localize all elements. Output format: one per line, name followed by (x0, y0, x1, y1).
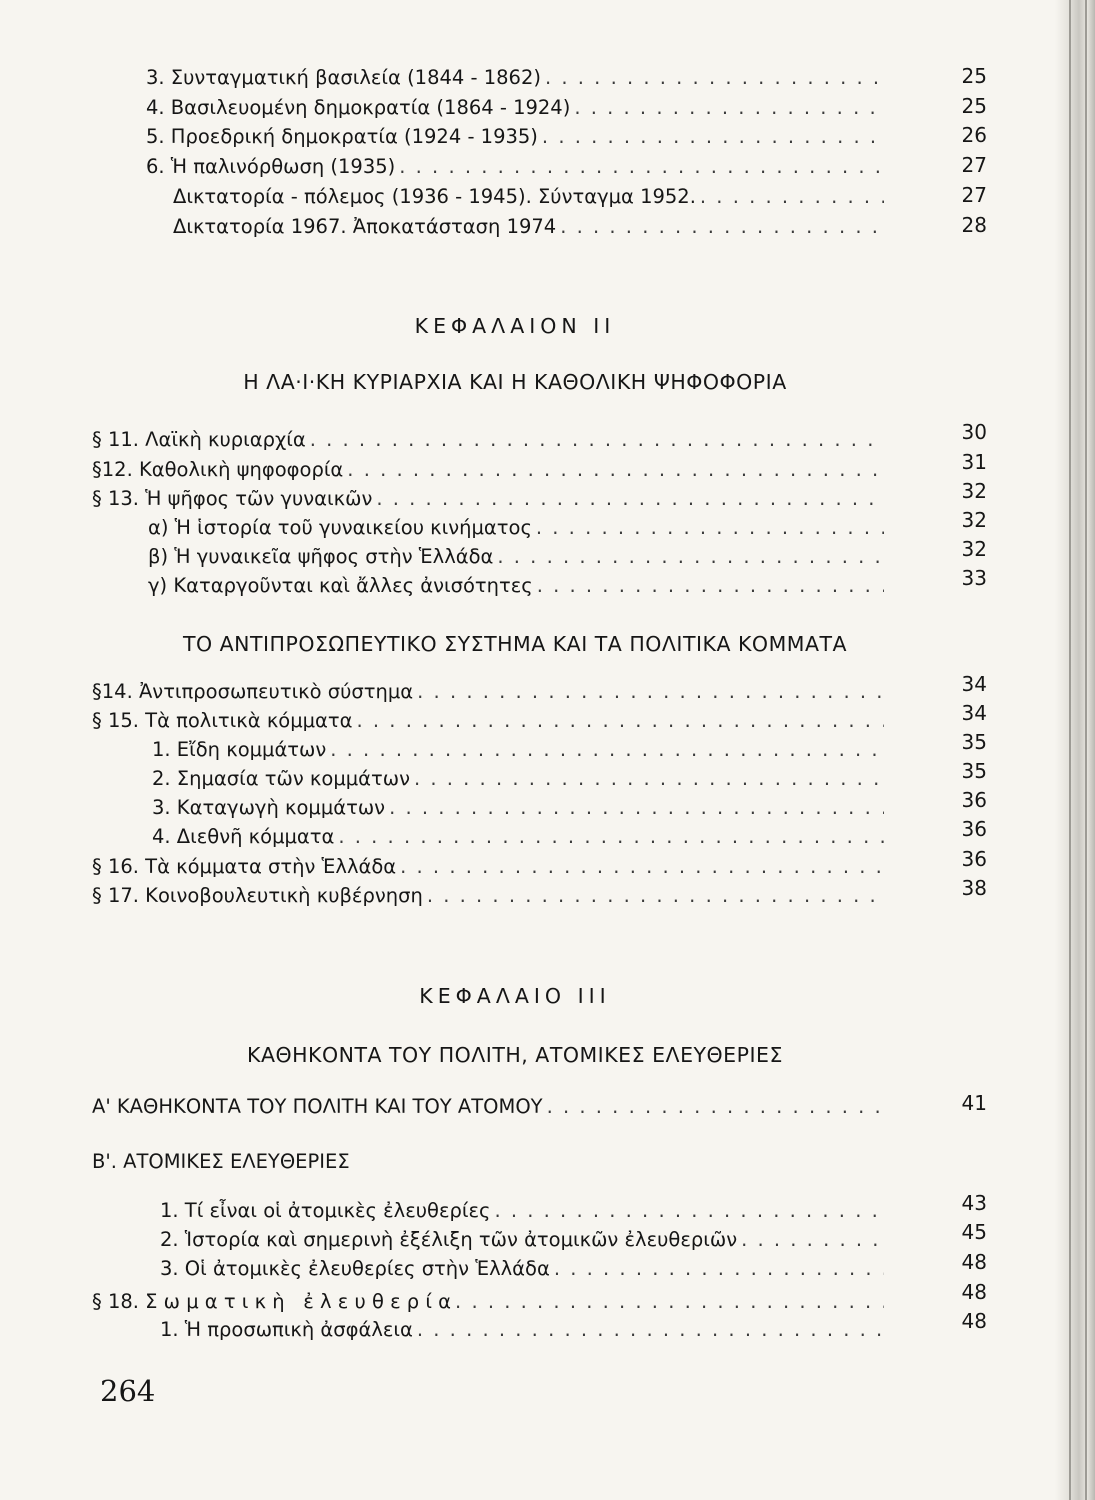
toc-entry (160, 1318, 888, 1346)
toc-entry (92, 458, 888, 486)
leader-dots (700, 185, 884, 208)
toc-page-number: 27 (961, 183, 987, 207)
toc-entry-label: 3. Οἱ ἀτομικὲς ἐλευθερίες στὴν Ἑλλάδα (160, 1257, 550, 1280)
toc-entry-label: 4. Βασιλευομένη δημοκρατία (1864 - 1924) (146, 96, 571, 119)
chapter-heading: ΚΕΦΑΛΑΙΟ ΙΙΙ (419, 984, 611, 1008)
toc-entry-label: § 18. Σ ω μ α τ ι κ ὴ ἐ λ ε υ θ ε ρ ί α (92, 1290, 452, 1313)
toc-entry-label: Δικτατορία - πόλεμος (1936 - 1945). Σύνταγμα 1952. (173, 185, 696, 208)
toc-page-number: 32 (961, 537, 987, 561)
toc-entry (92, 428, 888, 456)
toc-entry-label: § 16. Τὰ κόμματα στὴν Ἑλλάδα (92, 855, 397, 878)
leader-dots (330, 738, 884, 761)
toc-entry-label: Δικτατορία 1967. Ἀποκατάσταση 1974 (173, 215, 557, 238)
leader-dots (399, 155, 884, 178)
leader-dots (376, 487, 884, 510)
leader-dots (414, 767, 884, 790)
leader-dots (427, 884, 884, 907)
toc-page-number: 26 (961, 123, 987, 147)
chapter-title: Η ΛΑ·Ι·ΚΗ ΚΥΡΙΑΡΧΙΑ ΚΑΙ Η ΚΑΘΟΛΙΚΗ ΨΗΦΟΦΟΡΙΑ (243, 370, 787, 394)
toc-page-number: 48 (961, 1280, 987, 1304)
leader-dots (542, 125, 884, 148)
toc-page-number: 28 (961, 213, 987, 237)
leader-dots (389, 796, 884, 819)
toc-entry-label: β) Ἡ γυναικεῖα ψῆφος στὴν Ἑλλάδα (148, 545, 494, 568)
toc-entry-label: Β'. ΑΤΟΜΙΚΕΣ ΕΛΕΥΘΕΡΙΕΣ (92, 1150, 350, 1173)
chapter-heading: ΚΕΦΑΛΑΙΟΝ ΙΙ (414, 314, 616, 338)
toc-page-number: 31 (961, 450, 987, 474)
toc-entry (152, 825, 888, 853)
leader-dots (357, 709, 885, 732)
page-number: 264 (100, 1374, 156, 1408)
toc-entry (148, 516, 888, 544)
toc-page-number: 25 (961, 64, 987, 88)
toc-entry-label: § 13. Ἡ ψῆφος τῶν γυναικῶν (92, 487, 373, 510)
leader-dots (338, 825, 884, 848)
toc-entry-label: 4. Διεθνῆ κόμματα (152, 825, 335, 848)
leader-dots (547, 1095, 884, 1118)
leader-dots (574, 96, 884, 119)
toc-entry (152, 738, 888, 766)
leader-dots (545, 66, 884, 89)
toc-entry (92, 487, 888, 515)
toc-entry (152, 767, 888, 795)
toc-page-number: 34 (961, 672, 987, 696)
toc-entry (152, 796, 888, 824)
toc-entry-label: § 15. Τὰ πολιτικὰ κόμματα (92, 709, 353, 732)
toc-entry-label: α) Ἡ ἱστορία τοῦ γυναικείου κινήματος (148, 516, 532, 539)
toc-page-number: 27 (961, 153, 987, 177)
toc-entry (92, 1095, 888, 1123)
toc-entry-label: §12. Καθολικὴ ψηφοφορία (92, 458, 344, 481)
toc-entry-label: 3. Καταγωγὴ κομμάτων (152, 796, 386, 819)
toc-page-number: 36 (961, 817, 987, 841)
toc-entry (146, 125, 888, 153)
toc-entry (160, 1257, 888, 1285)
leader-dots (537, 574, 884, 597)
toc-page-number: 48 (961, 1250, 987, 1274)
chapter-title: ΚΑΘΗΚΟΝΤΑ ΤΟΥ ΠΟΛΙΤΗ, ΑΤΟΜΙΚΕΣ ΕΛΕΥΘΕΡΙΕΣ (247, 1043, 783, 1067)
leader-dots (497, 545, 884, 568)
toc-page-number: 38 (961, 876, 987, 900)
toc-entry (146, 155, 888, 183)
toc-entry (92, 1290, 888, 1318)
toc-page-number: 48 (961, 1309, 987, 1333)
leader-dots (536, 516, 884, 539)
toc-entry-label: γ) Καταργοῦνται καὶ ἄλλες ἀνισότητες (148, 574, 533, 597)
toc-entry (160, 1199, 888, 1227)
toc-page-number: 35 (961, 759, 987, 783)
leader-dots (560, 215, 884, 238)
toc-entry-label: 3. Συνταγματική βασιλεία (1844 - 1862) (146, 66, 541, 89)
toc-entry-label: 2. Σημασία τῶν κομμάτων (152, 767, 410, 790)
toc-entry-label: § 11. Λαϊκὴ κυριαρχία (92, 428, 306, 451)
toc-entry (92, 884, 888, 912)
toc-page-number: 35 (961, 730, 987, 754)
toc-page-number: 32 (961, 479, 987, 503)
leader-dots (400, 855, 884, 878)
toc-entry (148, 545, 888, 573)
leader-dots (417, 1318, 884, 1341)
leader-dots (455, 1290, 884, 1313)
section-title: ΤΟ ΑΝΤΙΠΡΟΣΩΠΕΥΤΙΚΟ ΣΥΣΤΗΜΑ ΚΑΙ ΤΑ ΠΟΛΙΤΙΚΑ ΚΟΜΜΑΤΑ (182, 632, 848, 656)
toc-entry (146, 96, 888, 124)
toc-entry-label: 6. Ἡ παλινόρθωση (1935) (146, 155, 396, 178)
toc-entry-label: Α' ΚΑΘΗΚΟΝΤΑ ΤΟΥ ΠΟΛΙΤΗ ΚΑΙ ΤΟΥ ΑΤΟΜΟΥ (92, 1095, 543, 1118)
toc-page-number: 25 (961, 94, 987, 118)
toc-entry (160, 1228, 888, 1256)
toc-entry-label: 5. Προεδρική δημοκρατία (1924 - 1935) (146, 125, 538, 148)
toc-entry (173, 215, 888, 243)
leader-dots (347, 458, 884, 481)
toc-entry (148, 574, 888, 602)
toc-page-number: 33 (961, 566, 987, 590)
toc-page-number: 41 (961, 1091, 987, 1115)
toc-page-number: 30 (961, 420, 987, 444)
toc-entry-label: 1. Εἴδη κομμάτων (152, 738, 327, 761)
toc-entry (92, 680, 888, 708)
toc-entry-label: 2. Ἱστορία καὶ σημερινὴ ἐξέλιξη τῶν ἀτομικῶν ἐλευθεριῶν (160, 1228, 738, 1251)
toc-page-number: 34 (961, 701, 987, 725)
leader-dots (417, 680, 884, 703)
toc-page-number: 45 (961, 1220, 987, 1244)
toc-entry (173, 185, 888, 213)
toc-entry (92, 709, 888, 737)
toc-entry (92, 855, 888, 883)
leader-dots (741, 1228, 884, 1251)
toc-entry-label: 1. Τί εἶναι οἱ ἀτομικὲς ἐλευθερίες (160, 1199, 491, 1222)
toc-page-number: 36 (961, 847, 987, 871)
toc-entry-label: 1. Ἡ προσωπικὴ ἀσφάλεια (160, 1318, 413, 1341)
section-heading (92, 1150, 888, 1178)
toc-page-number: 36 (961, 788, 987, 812)
toc-page-number: 43 (961, 1191, 987, 1215)
toc-entry (146, 66, 888, 94)
toc-page-number: 32 (961, 508, 987, 532)
toc-entry-label: § 17. Κοινοβουλευτικὴ κυβέρνηση (92, 884, 423, 907)
leader-dots (554, 1257, 884, 1280)
leader-dots (494, 1199, 884, 1222)
leader-dots (310, 428, 884, 451)
toc-entry-label: §14. Ἀντιπροσωπευτικὸ σύστημα (92, 680, 414, 703)
